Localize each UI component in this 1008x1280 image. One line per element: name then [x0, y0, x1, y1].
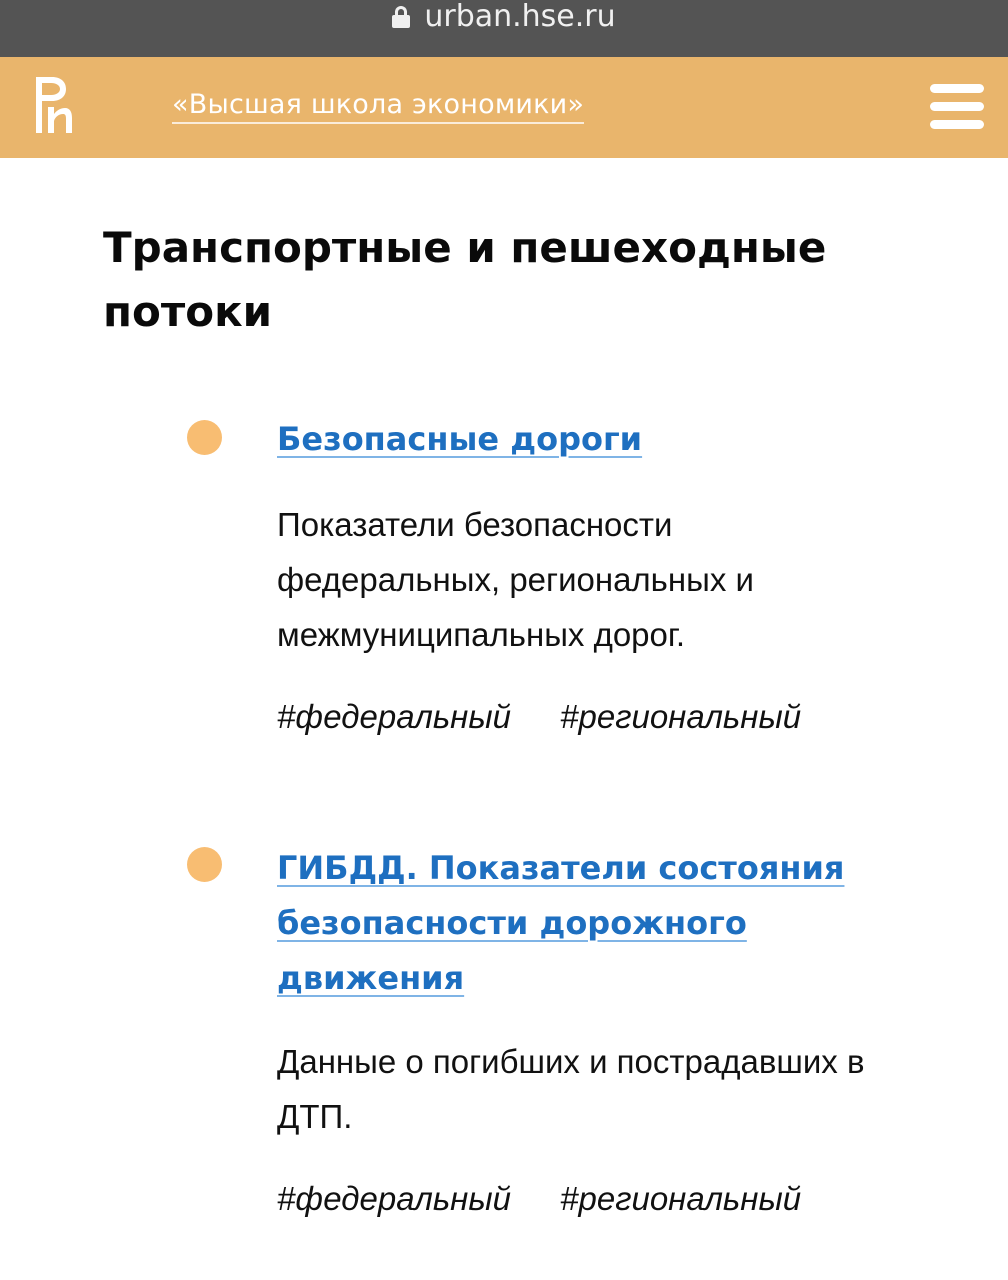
site-title-link[interactable]: «Высшая школа экономики» — [172, 89, 584, 124]
tag-regional[interactable]: #региональный — [560, 1180, 802, 1217]
page-title: Транспортные и пешеходные потоки — [103, 223, 827, 336]
item-description: Данные о погибших и пострадавших в ДТП. — [277, 1043, 865, 1135]
browser-url-bar[interactable] — [0, 0, 1008, 57]
item-tags — [277, 698, 841, 736]
lock-icon — [392, 6, 410, 28]
item-link-safe-roads[interactable]: Безопасные дороги — [277, 420, 643, 458]
site-header — [0, 57, 1008, 158]
url-display[interactable] — [392, 0, 615, 32]
url-text: urban.hse.ru — [424, 0, 616, 34]
tag-regional[interactable]: #региональный — [560, 698, 802, 735]
bullet-dot — [187, 847, 222, 882]
item-link-gibdd[interactable]: ГИБДД. Показатели состояния безопасности дорожного движения — [277, 849, 845, 997]
hse-logo-icon[interactable] — [30, 73, 74, 137]
bullet-dot — [187, 420, 222, 455]
tag-federal[interactable]: #федеральный — [277, 698, 511, 735]
tag-federal[interactable]: #федеральный — [277, 1180, 511, 1217]
item-description: Показатели безопасности федеральных, региональных и межмуниципальных дорог. — [277, 506, 754, 653]
hamburger-menu-icon[interactable] — [930, 84, 984, 130]
item-tags — [277, 1180, 841, 1218]
